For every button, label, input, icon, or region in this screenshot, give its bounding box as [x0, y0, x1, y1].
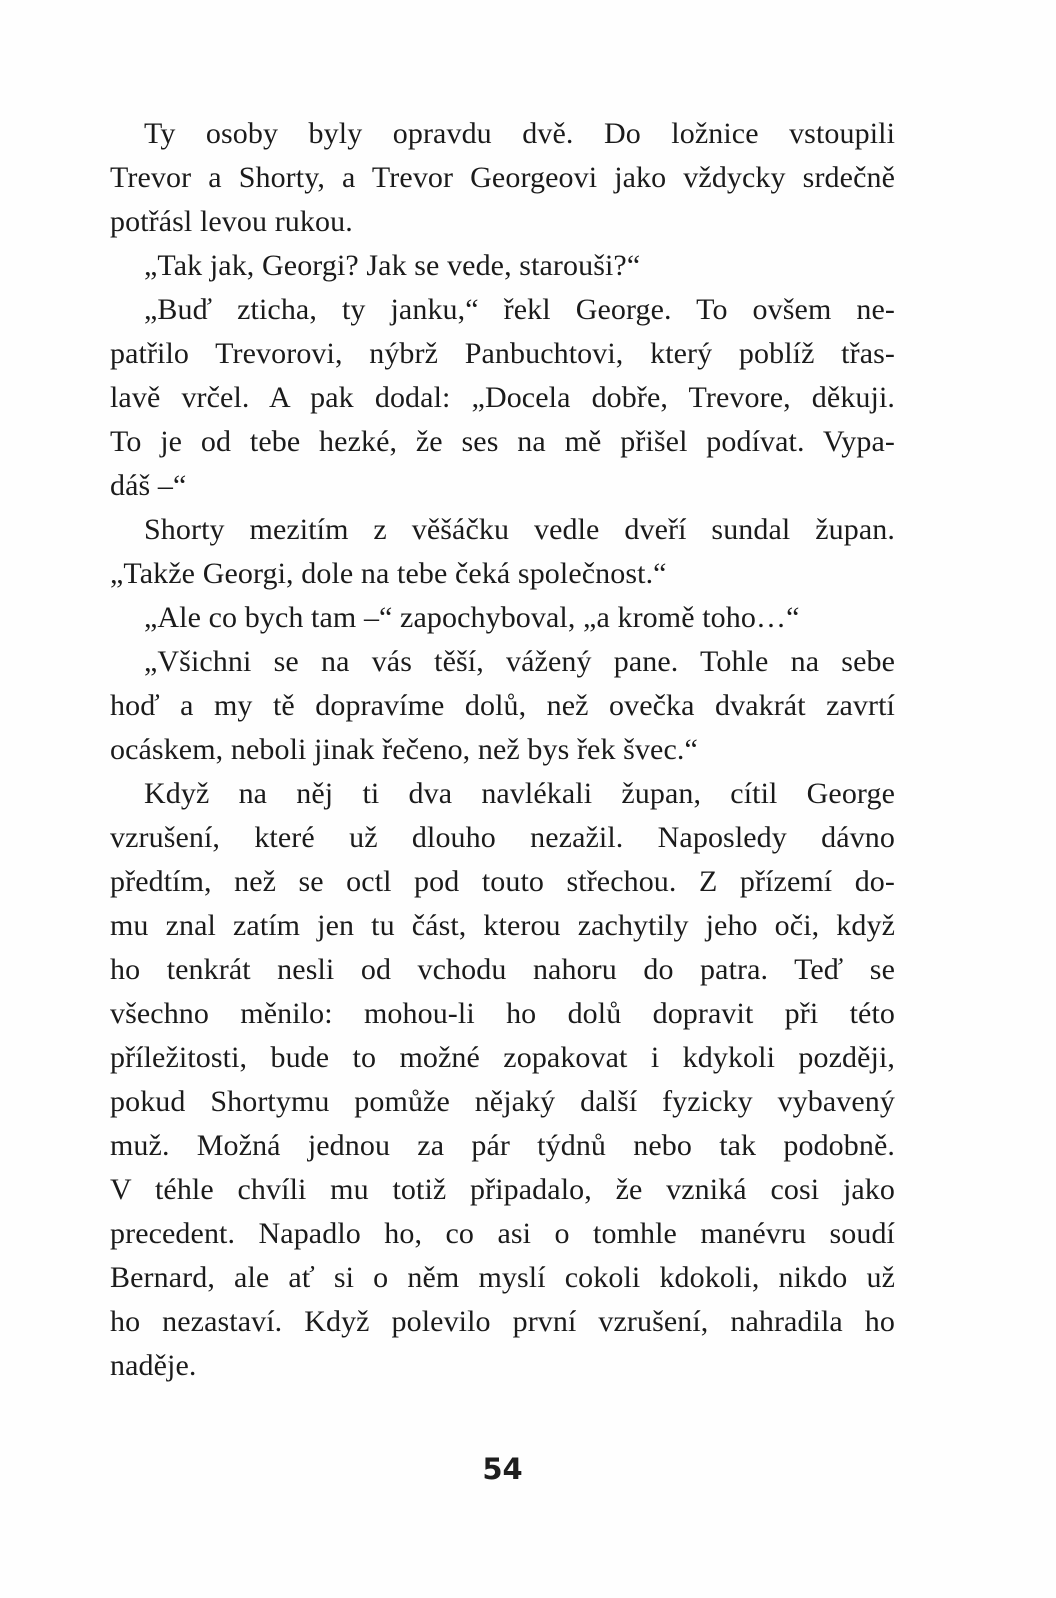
text-line: V téhle chvíli mu totiž připadalo, že vzniká cosi jako	[110, 1173, 895, 1206]
text-line: „Takže Georgi, dole na tebe čeká společnost.“	[110, 557, 667, 590]
text-line: potřásl levou rukou.	[110, 205, 353, 238]
text-line: Bernard, ale ať si o něm myslí cokoli kdokoli, nikdo už	[110, 1261, 895, 1294]
text-line: ocáskem, neboli jinak řečeno, než bys řek švec.“	[110, 733, 698, 766]
paragraph	[110, 244, 895, 288]
text-line: Ty osoby byly opravdu dvě. Do ložnice vstoupili	[144, 117, 895, 150]
text-line: předtím, než se octl pod touto střechou. Z přízemí do-	[110, 865, 895, 898]
text-line: všechno měnilo: mohou-li ho dolů dopravit při této	[110, 997, 895, 1030]
text-line: „Všichni se na vás těší, vážený pane. Tohle na sebe	[144, 645, 895, 678]
text-line: dáš –“	[110, 469, 187, 502]
text-line: „Tak jak, Georgi? Jak se vede, starouši?“	[144, 249, 641, 282]
text-line: naděje.	[110, 1349, 197, 1382]
paragraph	[110, 596, 895, 640]
text-block	[110, 112, 895, 1388]
paragraph	[110, 640, 895, 772]
paragraph	[110, 772, 895, 1388]
text-line: precedent. Napadlo ho, co asi o tomhle manévru soudí	[110, 1217, 895, 1250]
text-line: hoď a my tě dopravíme dolů, než ovečka dvakrát zavrtí	[110, 689, 895, 722]
paragraph	[110, 288, 895, 508]
text-line: „Ale co bych tam –“ zapochyboval, „a kromě toho…“	[144, 601, 800, 634]
text-line: To je od tebe hezké, že ses na mě přišel podívat. Vypa-	[110, 425, 895, 458]
text-line: pokud Shortymu pomůže nějaký další fyzicky vybavený	[110, 1085, 895, 1118]
text-line: příležitosti, bude to možné zopakovat i kdykoli později,	[110, 1041, 895, 1074]
page-number: 54	[482, 1452, 523, 1486]
text-line: „Buď zticha, ty janku,“ řekl George. To ovšem ne-	[144, 293, 895, 326]
text-line: lavě vrčel. A pak dodal: „Docela dobře, Trevore, děkuji.	[110, 381, 895, 414]
paragraph	[110, 112, 895, 244]
paragraph	[110, 508, 895, 596]
text-line: ho nezastaví. Když polevilo první vzrušení, nahradila ho	[110, 1305, 895, 1338]
text-line: Trevor a Shorty, a Trevor Georgeovi jako vždycky srdečně	[110, 161, 895, 194]
text-line: ho tenkrát nesli od vchodu nahoru do patra. Teď se	[110, 953, 895, 986]
text-line: vzrušení, které už dlouho nezažil. Naposledy dávno	[110, 821, 895, 854]
text-line: patřilo Trevorovi, nýbrž Panbuchtovi, který poblíž třas-	[110, 337, 895, 370]
text-line: Když na něj ti dva navlékali župan, cítil George	[144, 777, 895, 810]
text-line: mu znal zatím jen tu část, kterou zachytily jeho oči, když	[110, 909, 895, 942]
text-line: muž. Možná jednou za pár týdnů nebo tak podobně.	[110, 1129, 895, 1162]
text-line: Shorty mezitím z věšáčku vedle dveří sundal župan.	[144, 513, 895, 546]
